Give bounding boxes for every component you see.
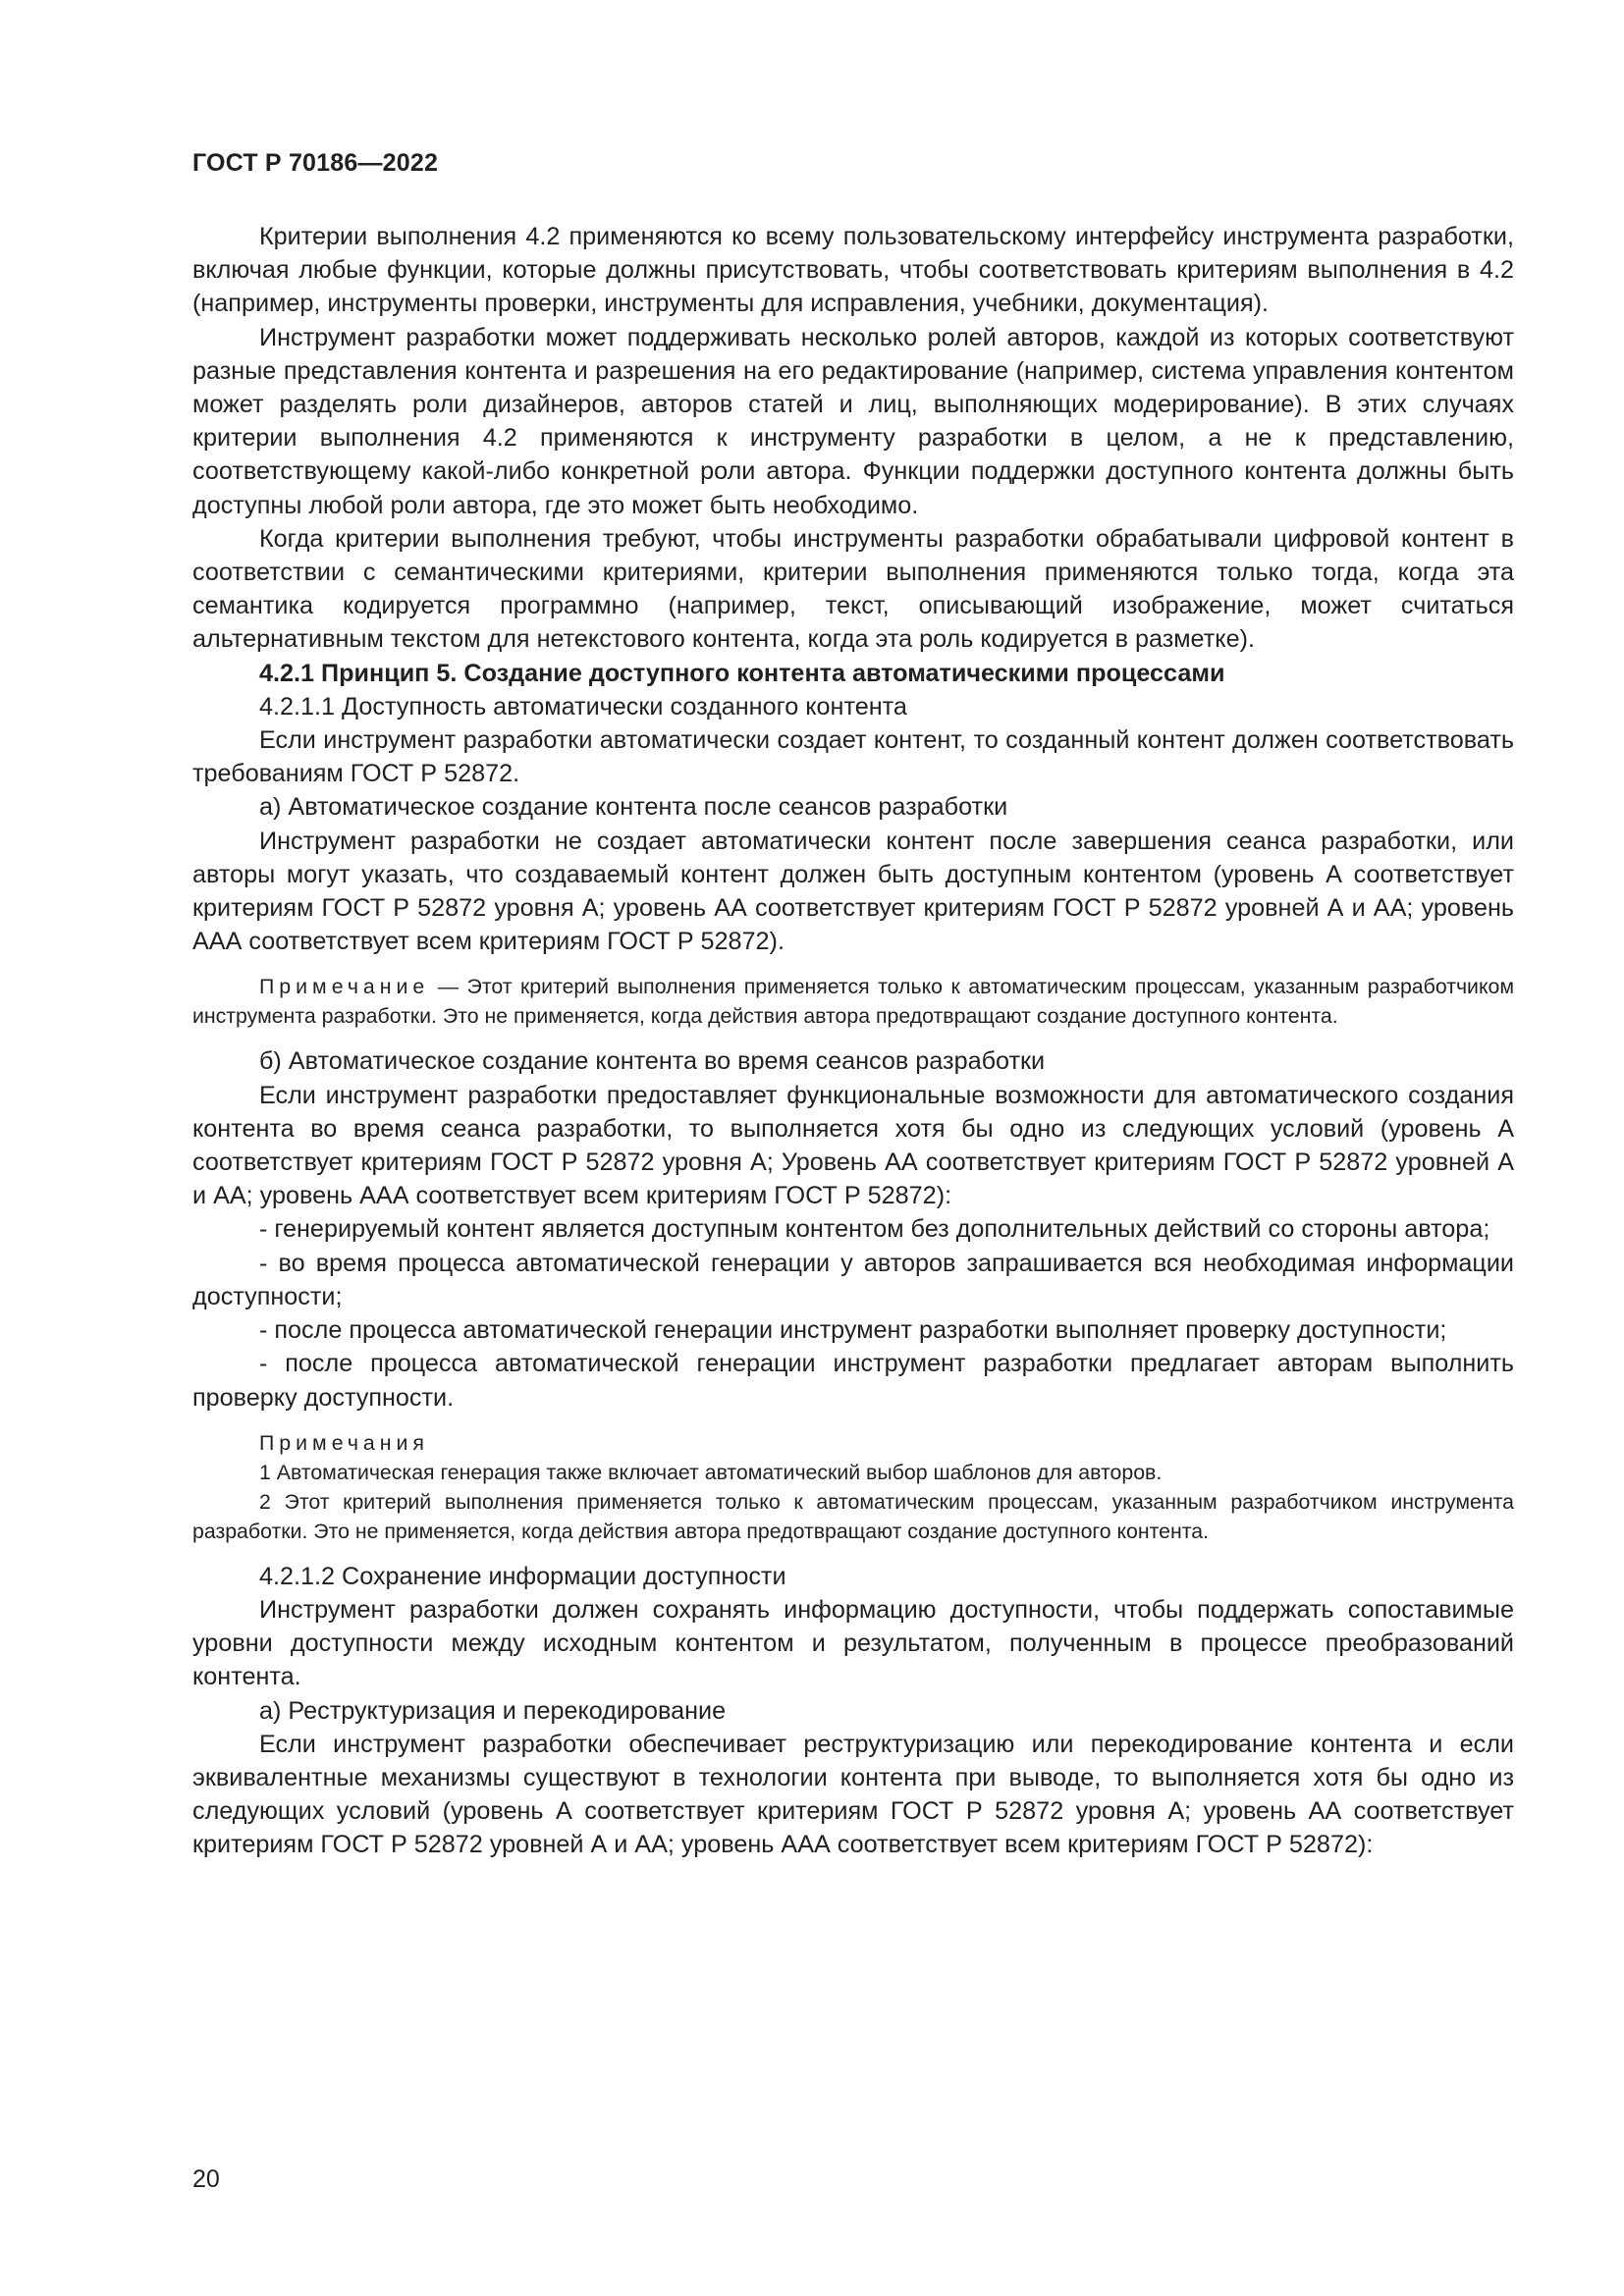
dash-item: - после процесса автоматической генерации инструмент разработки выполняет проверку доступности;	[259, 1316, 1447, 1345]
page-number: 20	[192, 2165, 220, 2193]
note-label: Примечание	[259, 975, 430, 999]
paragraph: Если инструмент разработки обеспечивает реструктуризацию или перекодирование контента и если эквивалентные механизмы существуют в технологии контента при выводе, то выполняется хотя бы одно из следующих условий (уровень А соответствует критериям ГОСТ Р 52872 уровня А; уровень АА соответствует критериям ГОСТ Р 52872 уровней А и АА; уровень ААА соответствует всем критериям ГОСТ Р 52872):	[192, 1730, 1514, 1859]
dash-item: - после процесса автоматической генерации инструмент разработки предлагает авторам выполнить проверку доступности.	[192, 1350, 1514, 1412]
note-item: 1 Автоматическая генерация также включает автоматический выбор шаблонов для авторов.	[259, 1460, 1163, 1484]
note-text: — Этот критерий выполнения применяется только к автоматическим процессам, указанным разработчиком инструмента разработки. Это не применяется, когда действия автора предотвращают создание доступного контента.	[192, 975, 1514, 1029]
notes-label: Примечания	[259, 1430, 429, 1455]
dash-item: - генерируемый контент является доступным контентом без дополнительных действий со стороны автора;	[259, 1215, 1490, 1244]
document-header: ГОСТ Р 70186—2022	[192, 149, 439, 177]
paragraph: Если инструмент разработки предоставляет функциональные возможности для автоматического создания контента во время сеанса разработки, то выполняется хотя бы одно из следующих условий (уровень А соответствует критериям ГОСТ Р 52872 уровня А; Уровень АА соответствует критериям ГОСТ Р 52872 уровней А и АА; уровень ААА соответствует всем критериям ГОСТ Р 52872):	[192, 1081, 1514, 1210]
note	[192, 972, 1514, 1031]
paragraph: Инструмент разработки может поддерживать несколько ролей авторов, каждой из которых соответствуют разные представления контента и разрешения на его редактирование (например, система управления контентом может разделять роли дизайнеров, авторов статей и лиц, выполняющих модерирование). В этих случаях критерии выполнения 4.2 применяются к инструменту разработки в целом, а не к представлению, соответствующему какой-либо конкретной роли автора. Функции поддержки доступного контента должны быть доступны любой роли автора, где это может быть необходимо.	[192, 323, 1514, 519]
document-body	[192, 220, 1514, 1862]
paragraph: Когда критерии выполнения требуют, чтобы инструменты разработки обрабатывали цифровой контент в соответствии с семантическими критериями, критерии выполнения применяются только тогда, когда эта семантика кодируется программно (например, текст, описывающий изображение, может считаться альтернативным текстом для нетекстового контента, когда эта роль кодируется в разметке).	[192, 524, 1514, 654]
paragraph: Инструмент разработки не создает автоматически контент после завершения сеанса разработки, или авторы могут указать, что создаваемый контент должен быть доступным контентом (уровень А соответствует критериям ГОСТ Р 52872 уровня А; уровень АА соответствует критериям ГОСТ Р 52872 уровней А и АА; уровень ААА соответствует всем критериям ГОСТ Р 52872).	[192, 827, 1514, 956]
paragraph: Инструмент разработки должен сохранять информацию доступности, чтобы поддержать сопоставимые уровни доступности между исходным контентом и результатом, полученным в процессе преобразований контента.	[192, 1595, 1514, 1691]
dash-item: - во время процесса автоматической генерации у авторов запрашивается вся необходимая информации доступности;	[192, 1249, 1514, 1310]
section-heading-4-2-1: 4.2.1 Принцип 5. Создание доступного контента автоматическими процессами	[259, 659, 1225, 687]
subsection-heading-4-2-1-1: 4.2.1.1 Доступность автоматически созданного контента	[259, 692, 907, 721]
subsection-heading-4-2-1-2: 4.2.1.2 Сохранение информации доступности	[259, 1562, 786, 1590]
list-item-a: а) Реструктуризация и перекодирование	[259, 1696, 727, 1725]
note-item: 2 Этот критерий выполнения применяется только к автоматическим процессам, указанным разработчиком инструмента разработки. Это не применяется, когда действия автора предотвращают создание доступного контента.	[192, 1489, 1514, 1543]
list-item-a: а) Автоматическое создание контента после сеансов разработки	[259, 793, 1008, 822]
paragraph: Если инструмент разработки автоматически создает контент, то созданный контент должен соответствовать требованиям ГОСТ Р 52872.	[192, 726, 1514, 788]
list-item-b: б) Автоматическое создание контента во время сеансов разработки	[259, 1047, 1046, 1076]
paragraph: Критерии выполнения 4.2 применяются ко всему пользовательскому интерфейсу инструмента разработки, включая любые функции, которые должны присутствовать, чтобы соответствовать критериям выполнения в 4.2 (например, инструменты проверки, инструменты для исправления, учебники, документация).	[192, 223, 1514, 318]
